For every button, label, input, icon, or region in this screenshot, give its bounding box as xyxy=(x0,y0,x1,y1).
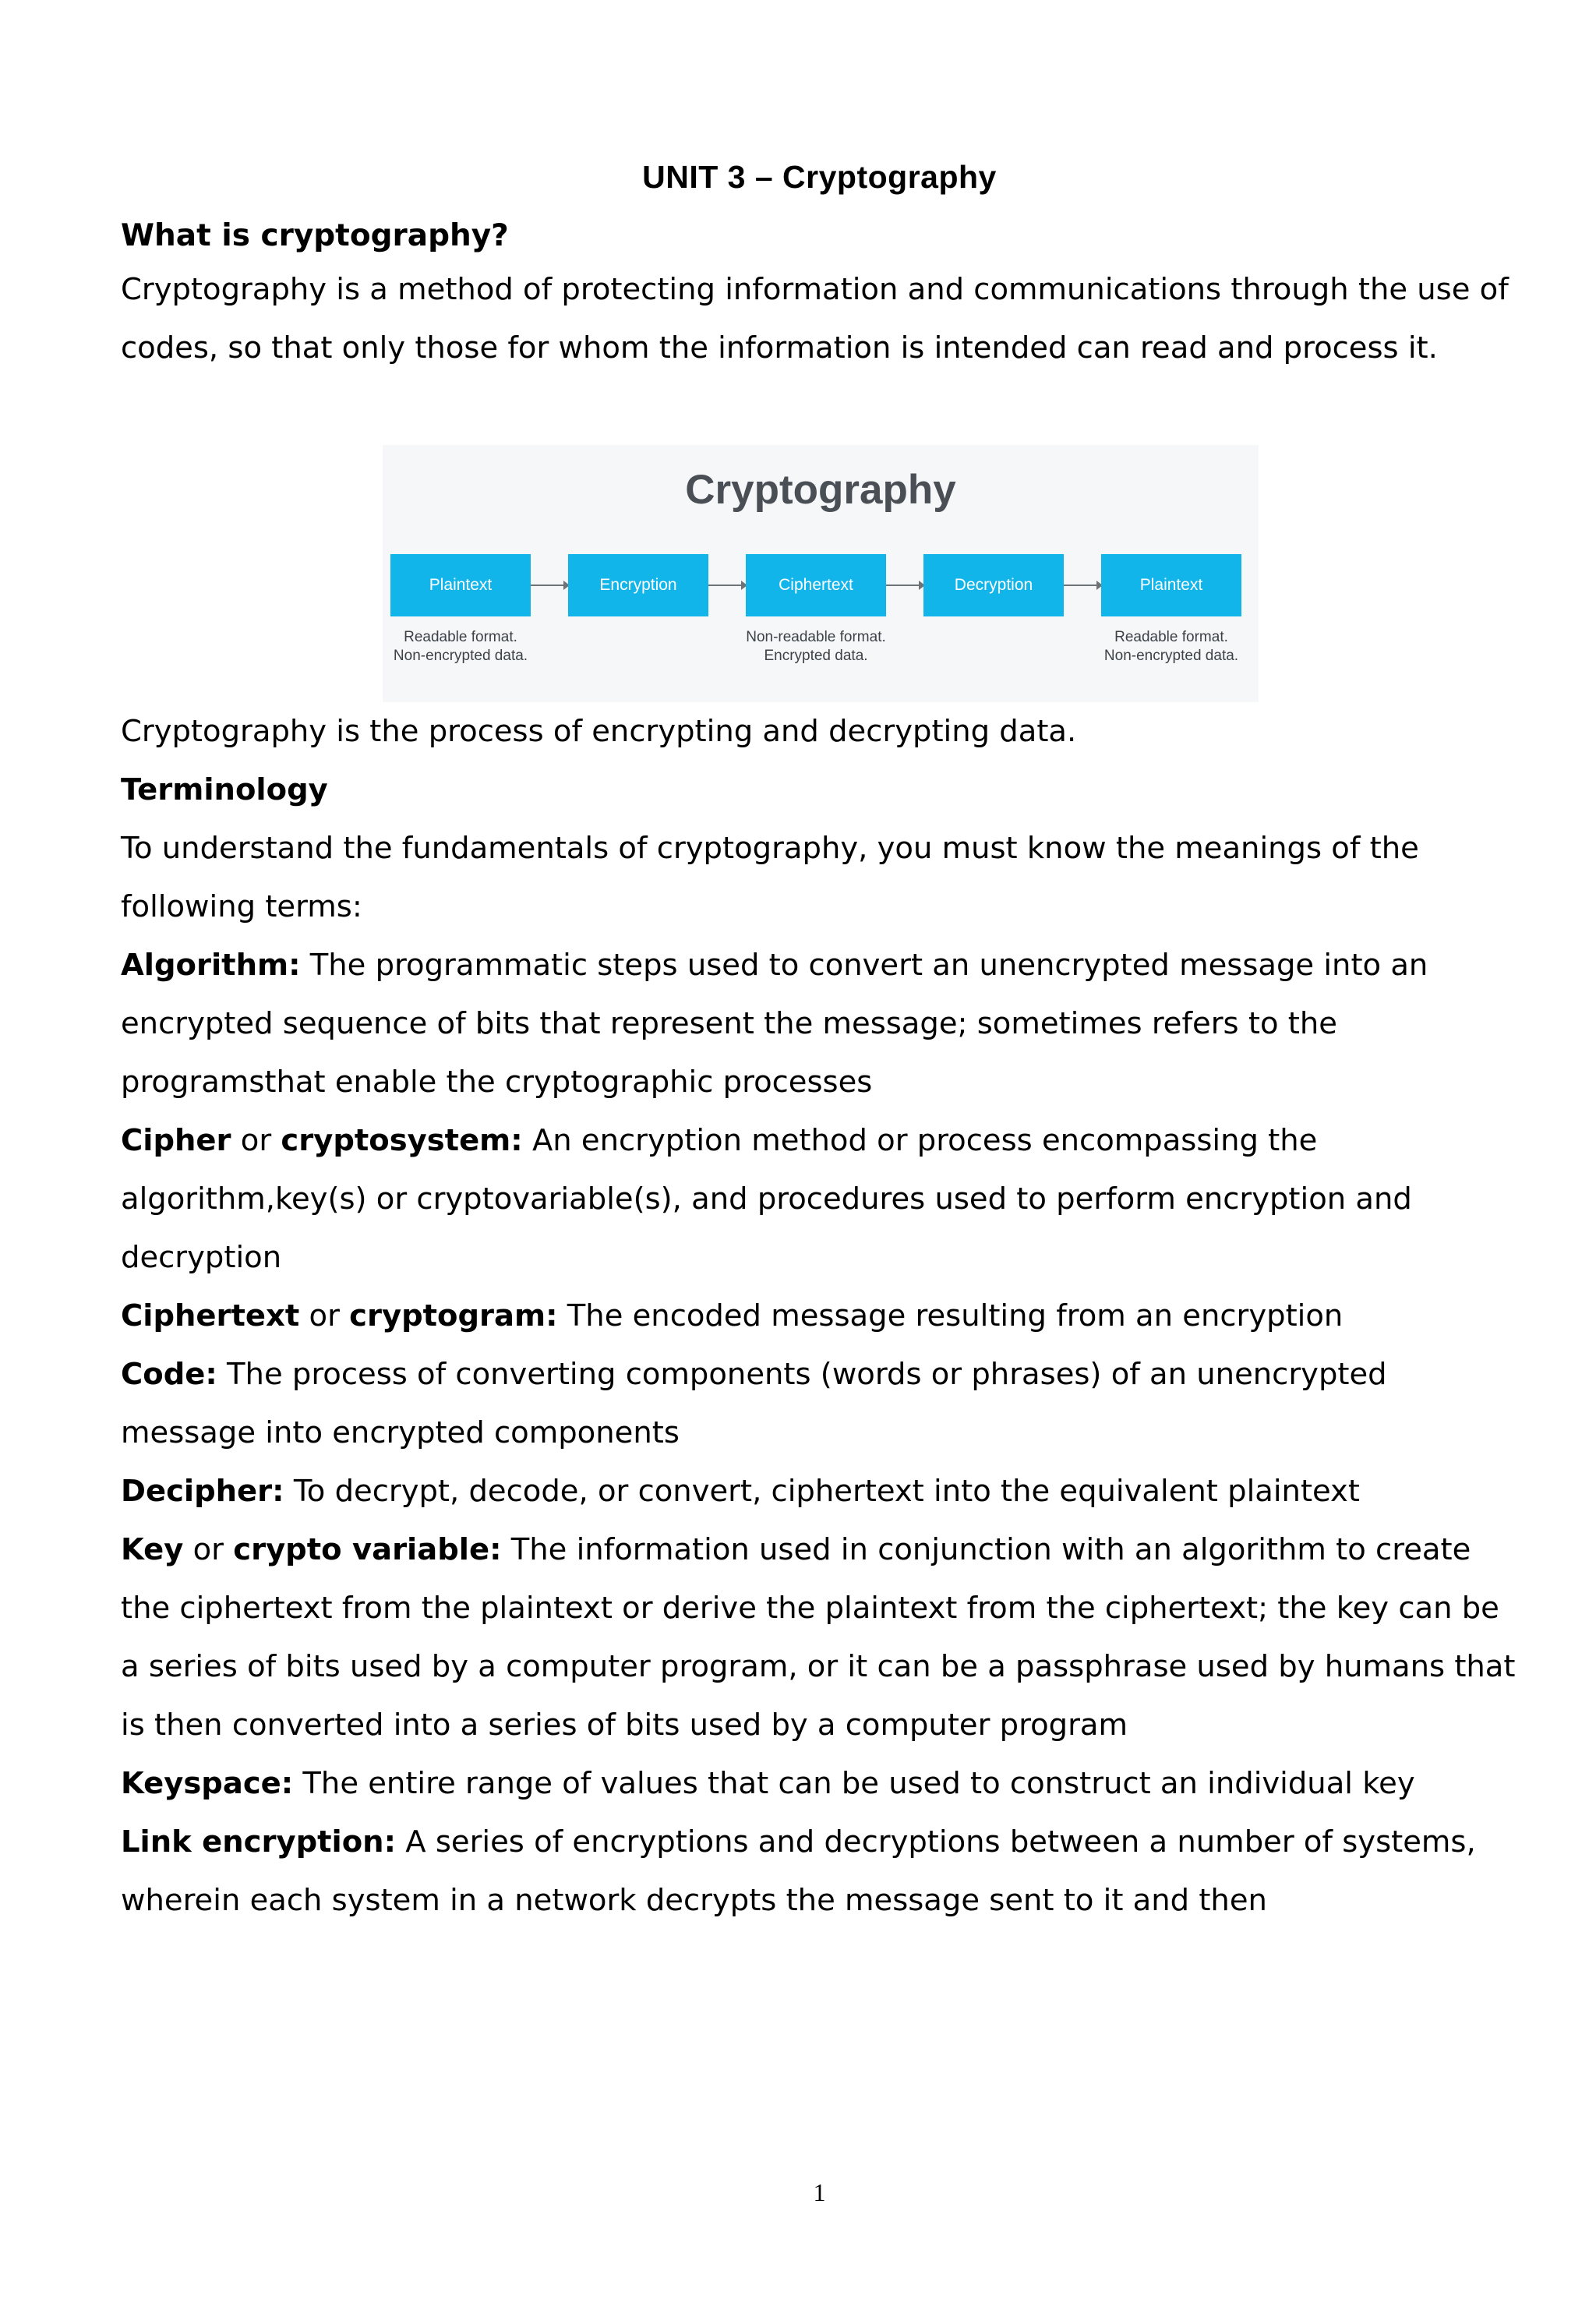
term-label: Ciphertext xyxy=(121,1298,300,1333)
term-algorithm xyxy=(121,936,1524,1111)
figure-step-ciphertext: Ciphertext xyxy=(746,554,886,616)
terminology-intro: To understand the fundamentals of cryptography, you must know the meanings of the following terms: xyxy=(121,831,1419,924)
cryptography-figure xyxy=(383,445,1259,702)
term-decipher xyxy=(121,1462,1524,1520)
term-definition: A series of encryptions and decryptions between a number of systems, wherein each system in a network decrypts the message sent to it and then xyxy=(121,1824,1476,1918)
arrow-right-icon xyxy=(531,585,568,586)
figure-caption-plaintext: Readable format. Non-encrypted data. xyxy=(393,629,528,664)
terminology-heading: Terminology xyxy=(121,772,328,807)
term-key xyxy=(121,1520,1524,1754)
arrow-right-icon xyxy=(886,585,923,586)
figure-step-plaintext: Plaintext xyxy=(390,554,531,616)
term-connector: or xyxy=(192,1532,224,1567)
term-label: Decipher: xyxy=(121,1474,284,1509)
term-label-alt: cryptogram: xyxy=(349,1298,558,1333)
term-label: Keyspace: xyxy=(121,1766,294,1801)
figure-caption-plaintext-output: Readable format. Non-encrypted data. xyxy=(1103,629,1239,664)
term-label: Link encryption: xyxy=(121,1824,396,1860)
unit-title: UNIT 3 – Cryptography xyxy=(642,159,997,195)
term-connector: or xyxy=(309,1298,340,1333)
intro-paragraph: Cryptography is a method of protecting information and communications through the use of codes, so that only those for whom the information is intended can read and process it. xyxy=(121,272,1509,366)
document-body xyxy=(121,212,1524,1930)
figure-title: Cryptography xyxy=(685,467,956,513)
term-link-encryption xyxy=(121,1813,1524,1930)
term-label: Algorithm: xyxy=(121,948,301,983)
term-label: Key xyxy=(121,1532,184,1567)
term-definition: The process of converting components (words or phrases) of an unencrypted message into encrypted components xyxy=(121,1357,1387,1450)
figure-step-plaintext-output: Plaintext xyxy=(1101,554,1241,616)
figure-caption-ciphertext: Non-readable format. Encrypted data. xyxy=(746,629,886,664)
term-definition: The entire range of values that can be used to construct an individual key xyxy=(302,1766,1415,1801)
definition-statement: Cryptography is the process of encrypting and decrypting data. xyxy=(121,714,1077,749)
figure-step-decryption: Decryption xyxy=(923,554,1064,616)
term-ciphertext xyxy=(121,1287,1524,1345)
arrow-right-icon xyxy=(1064,585,1101,586)
term-definition: The information used in conjunction with an algorithm to create the ciphertext from the plaintext or derive the plaintext from the ciphertext; the key can be a series of bits used by a computer program, or it can be a passphrase used by humans that is then converted into a series of bits used by a computer program xyxy=(121,1532,1516,1743)
term-code xyxy=(121,1345,1524,1462)
term-label-alt: crypto variable: xyxy=(233,1532,502,1567)
question-heading: What is cryptography? xyxy=(121,218,509,253)
term-definition: To decrypt, decode, or convert, ciphertext into the equivalent plaintext xyxy=(293,1474,1360,1509)
term-definition: An encryption method or process encompassing the algorithm,key(s) or cryptovariable(s), and procedures used to perform encryption and decryption xyxy=(121,1123,1412,1275)
term-label: Cipher xyxy=(121,1123,231,1158)
page-number: 1 xyxy=(813,2178,826,2206)
term-label: Code: xyxy=(121,1357,217,1392)
figure-step-encryption: Encryption xyxy=(568,554,708,616)
term-keyspace xyxy=(121,1754,1524,1813)
term-definition: The programmatic steps used to convert an unencrypted message into an encrypted sequence of bits that represent the message; sometimes refers to the programsthat enable the cryptographic processes xyxy=(121,948,1428,1100)
arrow-right-icon xyxy=(708,585,746,586)
term-cipher xyxy=(121,1111,1524,1287)
term-label-alt: cryptosystem: xyxy=(281,1123,523,1158)
term-definition: The encoded message resulting from an encryption xyxy=(567,1298,1344,1333)
term-connector: or xyxy=(240,1123,272,1158)
